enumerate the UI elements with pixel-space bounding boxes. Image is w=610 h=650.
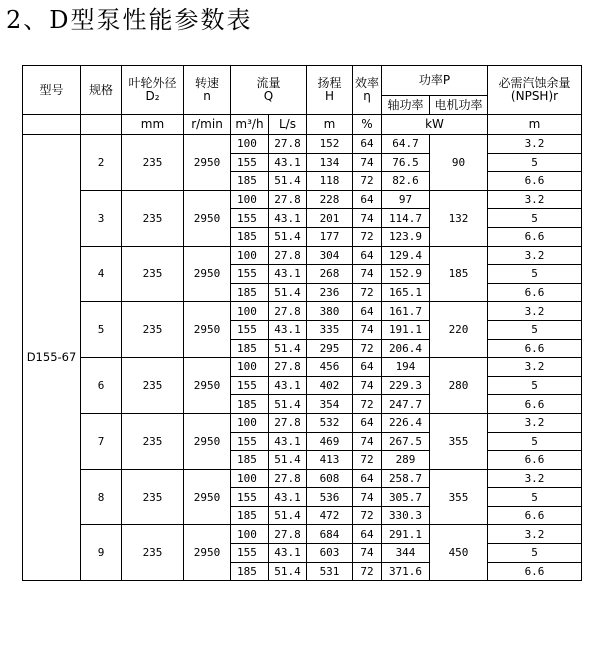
npsh-cell: 6.6 [488, 283, 582, 302]
motor-power-cell: 220 [430, 302, 488, 358]
impeller-cell: 235 [122, 246, 184, 302]
flow-ls-cell: 43.1 [269, 376, 307, 395]
flow-ls-cell: 27.8 [269, 190, 307, 209]
impeller-cell: 235 [122, 302, 184, 358]
head-cell: 177 [307, 227, 353, 246]
shaft-power-cell: 258.7 [382, 469, 430, 488]
npsh-cell: 3.2 [488, 358, 582, 377]
flow-ls-cell: 27.8 [269, 469, 307, 488]
speed-cell: 2950 [184, 246, 231, 302]
spec-cell: 9 [81, 525, 122, 581]
motor-power-cell: 132 [430, 190, 488, 246]
flow-ls-cell: 51.4 [269, 562, 307, 581]
table-header [23, 66, 582, 135]
table-row [23, 469, 582, 488]
head-cell: 603 [307, 544, 353, 563]
header-power: 功率P [382, 66, 488, 96]
efficiency-cell: 64 [353, 413, 382, 432]
impeller-cell: 235 [122, 469, 184, 525]
efficiency-cell: 72 [353, 227, 382, 246]
head-cell: 608 [307, 469, 353, 488]
efficiency-cell: 64 [353, 302, 382, 321]
head-cell: 268 [307, 265, 353, 284]
flow-m3h-cell: 155 [231, 153, 269, 172]
shaft-power-cell: 114.7 [382, 209, 430, 228]
header-npsh: 必需汽蚀余量 (NPSH)r [488, 66, 582, 115]
unit-flow-ls: L/s [269, 115, 307, 135]
head-cell: 354 [307, 395, 353, 414]
efficiency-cell: 64 [353, 525, 382, 544]
efficiency-cell: 72 [353, 172, 382, 191]
motor-power-cell: 355 [430, 413, 488, 469]
flow-m3h-cell: 155 [231, 544, 269, 563]
flow-ls-cell: 51.4 [269, 395, 307, 414]
head-cell: 201 [307, 209, 353, 228]
npsh-cell: 6.6 [488, 172, 582, 191]
flow-m3h-cell: 185 [231, 506, 269, 525]
npsh-cell: 5 [488, 320, 582, 339]
spec-cell: 4 [81, 246, 122, 302]
header-efficiency: 效率 η [353, 66, 382, 115]
npsh-cell: 3.2 [488, 302, 582, 321]
npsh-cell: 6.6 [488, 562, 582, 581]
shaft-power-cell: 226.4 [382, 413, 430, 432]
npsh-cell: 6.6 [488, 339, 582, 358]
flow-ls-cell: 27.8 [269, 302, 307, 321]
flow-ls-cell: 51.4 [269, 283, 307, 302]
motor-power-cell: 185 [430, 246, 488, 302]
table-body [23, 135, 582, 581]
shaft-power-cell: 229.3 [382, 376, 430, 395]
efficiency-cell: 72 [353, 562, 382, 581]
shaft-power-cell: 330.3 [382, 506, 430, 525]
flow-ls-cell: 51.4 [269, 172, 307, 191]
header-flow: 流量 Q [231, 66, 307, 115]
npsh-cell: 5 [488, 265, 582, 284]
motor-power-cell: 450 [430, 525, 488, 581]
table-row [23, 246, 582, 265]
speed-cell: 2950 [184, 135, 231, 191]
npsh-cell: 3.2 [488, 135, 582, 154]
head-cell: 152 [307, 135, 353, 154]
flow-m3h-cell: 100 [231, 525, 269, 544]
efficiency-cell: 74 [353, 265, 382, 284]
head-cell: 531 [307, 562, 353, 581]
header-spec-unit [81, 115, 122, 135]
speed-cell: 2950 [184, 413, 231, 469]
shaft-power-cell: 267.5 [382, 432, 430, 451]
header-model-unit [23, 115, 81, 135]
flow-m3h-cell: 155 [231, 209, 269, 228]
head-cell: 118 [307, 172, 353, 191]
shaft-power-cell: 129.4 [382, 246, 430, 265]
flow-m3h-cell: 185 [231, 451, 269, 470]
head-cell: 532 [307, 413, 353, 432]
head-cell: 456 [307, 358, 353, 377]
flow-ls-cell: 43.1 [269, 432, 307, 451]
speed-cell: 2950 [184, 358, 231, 414]
motor-power-cell: 280 [430, 358, 488, 414]
npsh-cell: 6.6 [488, 451, 582, 470]
efficiency-cell: 72 [353, 283, 382, 302]
shaft-power-cell: 344 [382, 544, 430, 563]
head-cell: 236 [307, 283, 353, 302]
flow-m3h-cell: 185 [231, 339, 269, 358]
shaft-power-cell: 97 [382, 190, 430, 209]
flow-ls-cell: 51.4 [269, 506, 307, 525]
npsh-cell: 3.2 [488, 190, 582, 209]
flow-ls-cell: 43.1 [269, 544, 307, 563]
flow-ls-cell: 43.1 [269, 265, 307, 284]
page-title: 2、D型泵性能参数表 [6, 6, 253, 34]
header-impeller: 叶轮外径 D₂ [122, 66, 184, 115]
efficiency-cell: 64 [353, 246, 382, 265]
flow-ls-cell: 51.4 [269, 227, 307, 246]
flow-ls-cell: 43.1 [269, 488, 307, 507]
header-model: 型号 [23, 66, 81, 115]
speed-cell: 2950 [184, 525, 231, 581]
flow-ls-cell: 27.8 [269, 246, 307, 265]
head-cell: 536 [307, 488, 353, 507]
flow-ls-cell: 43.1 [269, 153, 307, 172]
unit-flow-m3h: m³/h [231, 115, 269, 135]
npsh-cell: 3.2 [488, 246, 582, 265]
efficiency-cell: 72 [353, 339, 382, 358]
flow-m3h-cell: 100 [231, 469, 269, 488]
shaft-power-cell: 152.9 [382, 265, 430, 284]
shaft-power-cell: 305.7 [382, 488, 430, 507]
header-shaft-power: 轴功率 [382, 96, 430, 115]
flow-ls-cell: 27.8 [269, 358, 307, 377]
impeller-cell: 235 [122, 525, 184, 581]
head-cell: 335 [307, 320, 353, 339]
table-row [23, 135, 582, 154]
shaft-power-cell: 165.1 [382, 283, 430, 302]
impeller-cell: 235 [122, 413, 184, 469]
speed-cell: 2950 [184, 469, 231, 525]
npsh-cell: 6.6 [488, 395, 582, 414]
table-row [23, 190, 582, 209]
head-cell: 380 [307, 302, 353, 321]
npsh-cell: 3.2 [488, 525, 582, 544]
efficiency-cell: 74 [353, 488, 382, 507]
npsh-cell: 6.6 [488, 506, 582, 525]
flow-m3h-cell: 155 [231, 265, 269, 284]
head-cell: 472 [307, 506, 353, 525]
shaft-power-cell: 76.5 [382, 153, 430, 172]
npsh-cell: 3.2 [488, 469, 582, 488]
efficiency-cell: 74 [353, 320, 382, 339]
head-cell: 304 [307, 246, 353, 265]
flow-m3h-cell: 185 [231, 562, 269, 581]
efficiency-cell: 72 [353, 506, 382, 525]
spec-cell: 7 [81, 413, 122, 469]
speed-cell: 2950 [184, 190, 231, 246]
npsh-cell: 6.6 [488, 227, 582, 246]
efficiency-cell: 72 [353, 395, 382, 414]
head-cell: 469 [307, 432, 353, 451]
shaft-power-cell: 247.7 [382, 395, 430, 414]
shaft-power-cell: 82.6 [382, 172, 430, 191]
flow-ls-cell: 27.8 [269, 135, 307, 154]
head-cell: 228 [307, 190, 353, 209]
shaft-power-cell: 123.9 [382, 227, 430, 246]
flow-ls-cell: 51.4 [269, 451, 307, 470]
shaft-power-cell: 161.7 [382, 302, 430, 321]
impeller-cell: 235 [122, 358, 184, 414]
flow-m3h-cell: 185 [231, 283, 269, 302]
efficiency-cell: 64 [353, 135, 382, 154]
shaft-power-cell: 194 [382, 358, 430, 377]
spec-cell: 5 [81, 302, 122, 358]
flow-m3h-cell: 100 [231, 246, 269, 265]
npsh-cell: 5 [488, 544, 582, 563]
efficiency-cell: 74 [353, 209, 382, 228]
table-row [23, 358, 582, 377]
flow-m3h-cell: 100 [231, 358, 269, 377]
flow-m3h-cell: 185 [231, 172, 269, 191]
efficiency-cell: 74 [353, 432, 382, 451]
efficiency-cell: 64 [353, 358, 382, 377]
unit-power: kW [382, 115, 488, 135]
npsh-cell: 5 [488, 209, 582, 228]
flow-ls-cell: 27.8 [269, 413, 307, 432]
pump-performance-table [22, 65, 582, 581]
flow-m3h-cell: 185 [231, 395, 269, 414]
flow-m3h-cell: 155 [231, 320, 269, 339]
npsh-cell: 5 [488, 153, 582, 172]
head-cell: 295 [307, 339, 353, 358]
flow-ls-cell: 43.1 [269, 320, 307, 339]
efficiency-cell: 72 [353, 451, 382, 470]
efficiency-cell: 64 [353, 190, 382, 209]
flow-m3h-cell: 100 [231, 302, 269, 321]
unit-impeller: mm [122, 115, 184, 135]
spec-cell: 3 [81, 190, 122, 246]
shaft-power-cell: 64.7 [382, 135, 430, 154]
spec-cell: 2 [81, 135, 122, 191]
unit-npsh: m [488, 115, 582, 135]
table-row [23, 413, 582, 432]
flow-m3h-cell: 155 [231, 432, 269, 451]
npsh-cell: 5 [488, 432, 582, 451]
head-cell: 134 [307, 153, 353, 172]
efficiency-cell: 64 [353, 469, 382, 488]
unit-head: m [307, 115, 353, 135]
header-head: 扬程 H [307, 66, 353, 115]
flow-ls-cell: 43.1 [269, 209, 307, 228]
npsh-cell: 5 [488, 488, 582, 507]
npsh-cell: 3.2 [488, 413, 582, 432]
unit-efficiency: % [353, 115, 382, 135]
shaft-power-cell: 289 [382, 451, 430, 470]
model-cell: D155-67 [23, 135, 81, 581]
speed-cell: 2950 [184, 302, 231, 358]
shaft-power-cell: 206.4 [382, 339, 430, 358]
table-row [23, 525, 582, 544]
shaft-power-cell: 371.6 [382, 562, 430, 581]
shaft-power-cell: 291.1 [382, 525, 430, 544]
flow-ls-cell: 51.4 [269, 339, 307, 358]
unit-speed: r/min [184, 115, 231, 135]
efficiency-cell: 74 [353, 376, 382, 395]
flow-ls-cell: 27.8 [269, 525, 307, 544]
table-row [23, 302, 582, 321]
flow-m3h-cell: 100 [231, 413, 269, 432]
impeller-cell: 235 [122, 190, 184, 246]
header-spec: 规格 [81, 66, 122, 115]
motor-power-cell: 355 [430, 469, 488, 525]
head-cell: 413 [307, 451, 353, 470]
head-cell: 402 [307, 376, 353, 395]
impeller-cell: 235 [122, 135, 184, 191]
flow-m3h-cell: 155 [231, 376, 269, 395]
shaft-power-cell: 191.1 [382, 320, 430, 339]
motor-power-cell: 90 [430, 135, 488, 191]
header-motor-power: 电机功率 [430, 96, 488, 115]
flow-m3h-cell: 155 [231, 488, 269, 507]
npsh-cell: 5 [488, 376, 582, 395]
flow-m3h-cell: 100 [231, 190, 269, 209]
efficiency-cell: 74 [353, 544, 382, 563]
flow-m3h-cell: 185 [231, 227, 269, 246]
spec-cell: 6 [81, 358, 122, 414]
efficiency-cell: 74 [353, 153, 382, 172]
spec-cell: 8 [81, 469, 122, 525]
header-speed: 转速 n [184, 66, 231, 115]
head-cell: 684 [307, 525, 353, 544]
flow-m3h-cell: 100 [231, 135, 269, 154]
